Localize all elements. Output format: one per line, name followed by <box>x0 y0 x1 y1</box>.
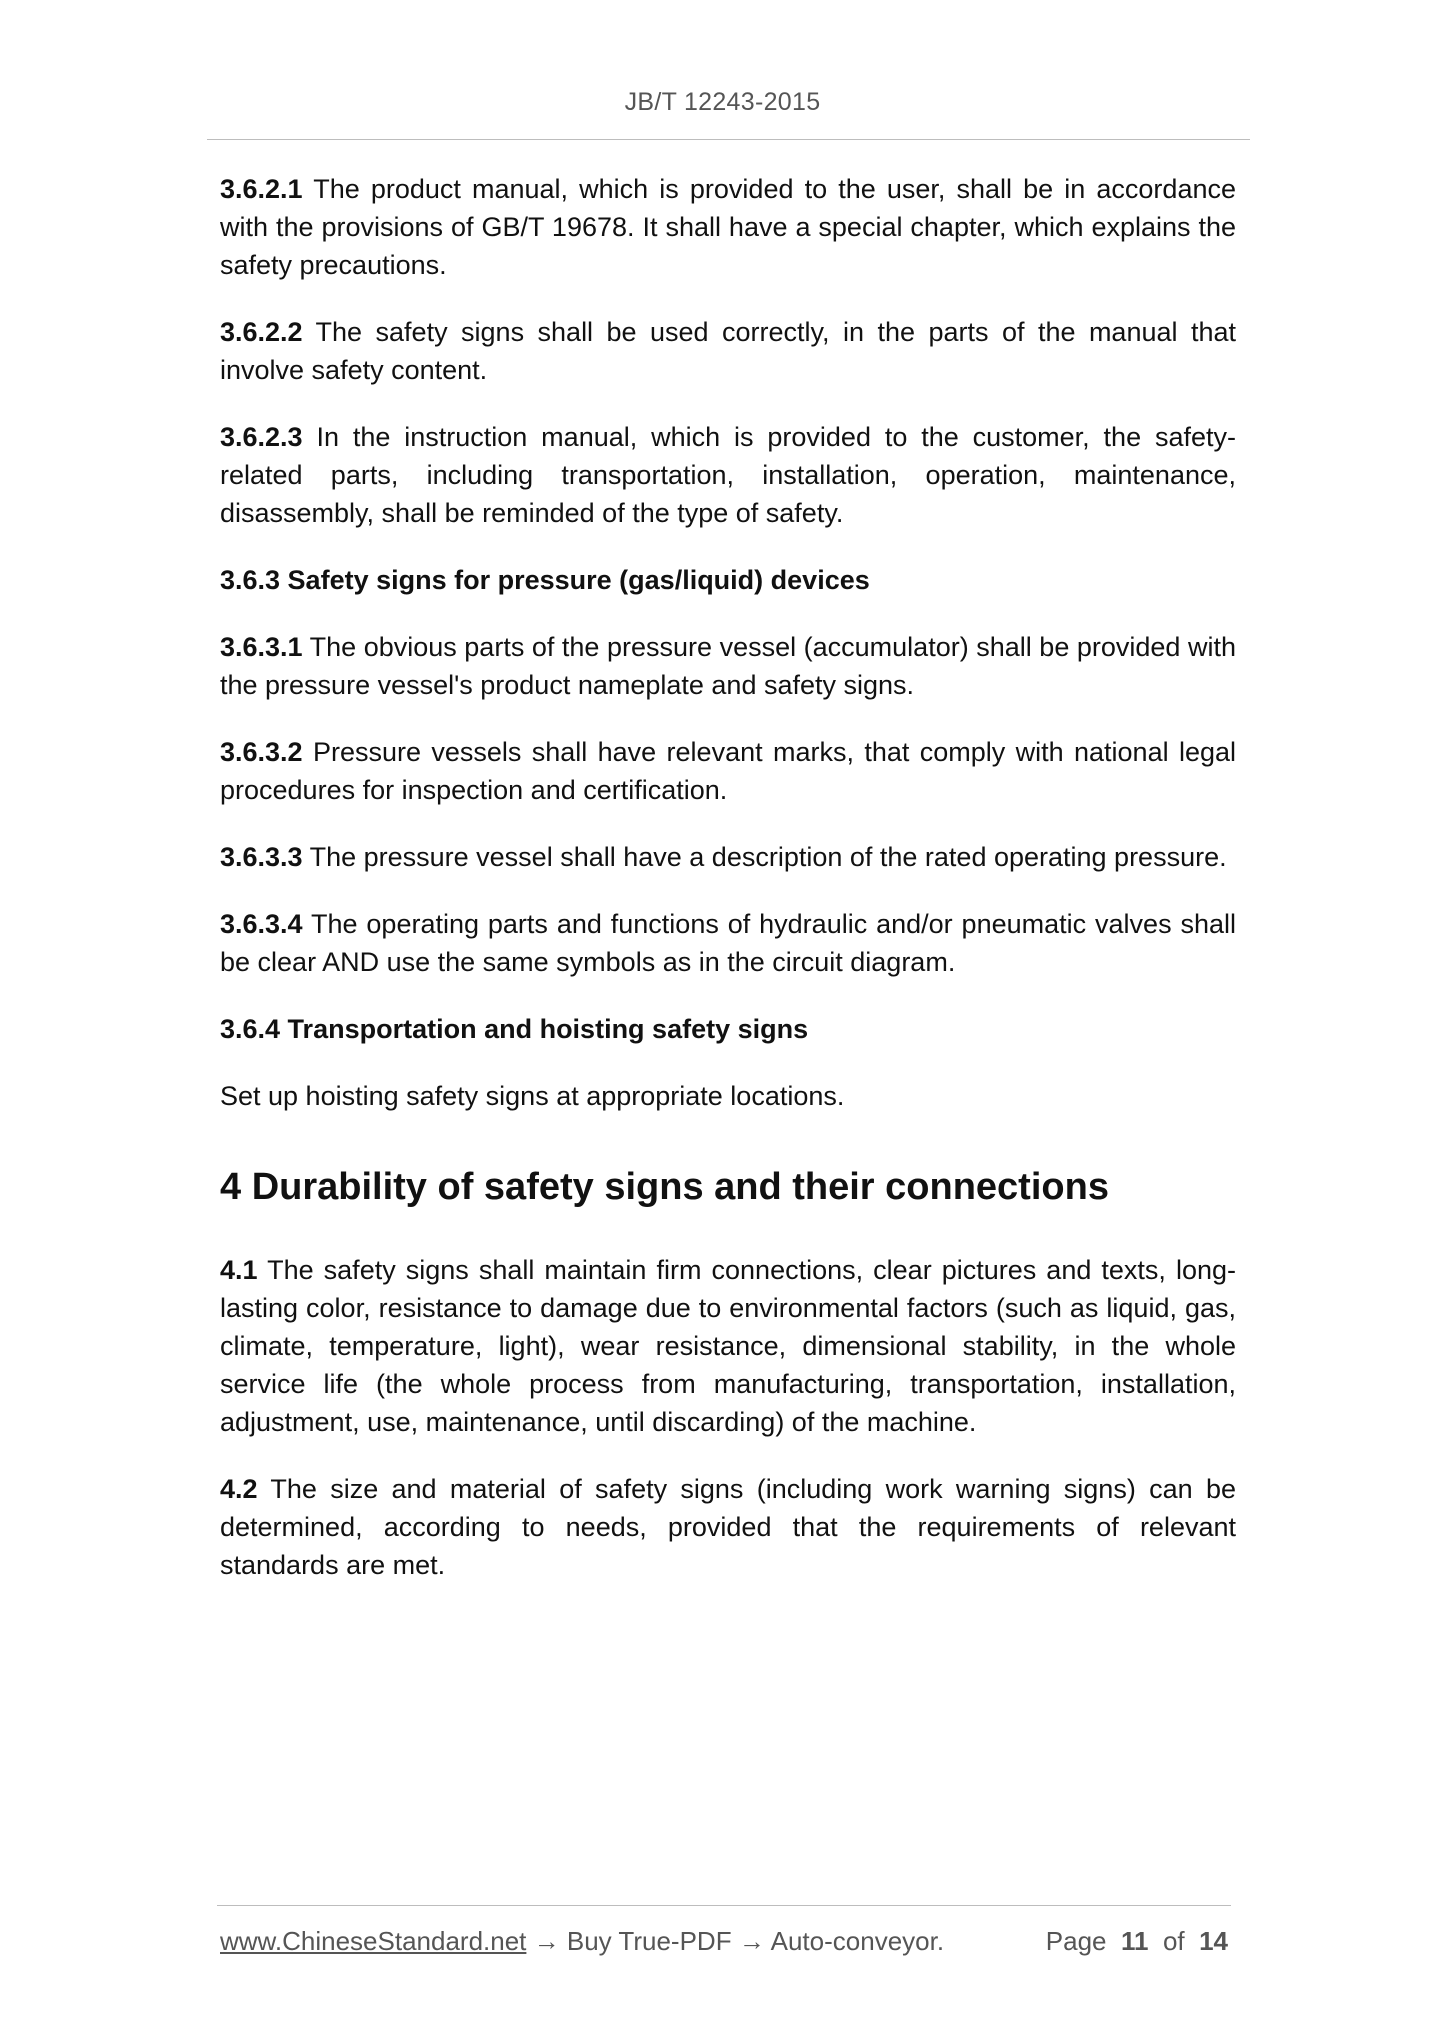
clause-number: 3.6.2.2 <box>220 317 303 347</box>
clause-3-6-3-1 <box>220 628 1236 704</box>
clause-number: 4.2 <box>220 1474 258 1504</box>
document-body <box>220 170 1236 1613</box>
footer-divider <box>217 1905 1231 1906</box>
page-label: Page <box>1045 1926 1107 1956</box>
clause-3-6-3-2 <box>220 733 1236 809</box>
clause-text: Pressure vessels shall have relevant marks, that comply with national legal procedures for inspection and certification. <box>220 737 1236 805</box>
page-header-title: JB/T 12243-2015 <box>624 88 821 116</box>
chapter-heading-4: 4 Durability of safety signs and their connections <box>220 1166 1109 1208</box>
section-heading-3-6-4: 3.6.4 Transportation and hoisting safety signs <box>220 1014 809 1044</box>
clause-text: The pressure vessel shall have a description of the rated operating pressure. <box>302 842 1227 872</box>
arrow-icon: → <box>738 1926 765 1956</box>
clause-3-6-3-3 <box>220 838 1236 876</box>
page-of: of <box>1162 1926 1185 1956</box>
product-text: Auto-conveyor. <box>770 1926 945 1956</box>
clause-3-6-2-1 <box>220 170 1236 284</box>
clause-3-6-3-4 <box>220 905 1236 981</box>
clause-text: The safety signs shall be used correctly, in the parts of the manual that involve safety content. <box>220 317 1236 385</box>
header-divider <box>207 139 1250 140</box>
clause-3-6-2-2 <box>220 313 1236 389</box>
website-link[interactable]: www.ChineseStandard.net <box>220 1926 527 1956</box>
clause-4-1 <box>220 1251 1236 1441</box>
clause-4-2 <box>220 1470 1236 1584</box>
clause-number: 3.6.3.1 <box>220 632 303 662</box>
clause-number: 3.6.3.2 <box>220 737 303 767</box>
clause-3-6-2-3 <box>220 418 1236 532</box>
clause-number: 3.6.2.3 <box>220 422 303 452</box>
page-current: 11 <box>1120 1926 1149 1956</box>
clause-text: In the instruction manual, which is provided to the customer, the safety-related parts, including transportation, installation, operation, maintenance, disassembly, shall be reminded of the type of safety. <box>220 422 1236 528</box>
clause-text: The obvious parts of the pressure vessel (accumulator) shall be provided with the pressure vessel's product nameplate and safety signs. <box>220 632 1236 700</box>
clause-text: The size and material of safety signs (including work warning signs) can be determined, according to needs, provided that the requirements of relevant standards are met. <box>220 1474 1236 1580</box>
clause-text: The operating parts and functions of hydraulic and/or pneumatic valves shall be clear AND use the same symbols as in the circuit diagram. <box>220 909 1236 977</box>
page-total: 14 <box>1199 1926 1228 1956</box>
page-number <box>1046 1924 1228 1958</box>
arrow-icon: → <box>533 1926 560 1956</box>
paragraph-hoisting: Set up hoisting safety signs at appropriate locations. <box>220 1081 845 1111</box>
clause-text: The product manual, which is provided to the user, shall be in accordance with the provisions of GB/T 19678. It shall have a special chapter, which explains the safety precautions. <box>220 174 1236 280</box>
section-heading-3-6-3: 3.6.3 Safety signs for pressure (gas/liquid) devices <box>220 565 870 595</box>
clause-number: 3.6.3.3 <box>220 842 303 872</box>
buy-text: Buy True-PDF <box>566 1926 732 1956</box>
clause-number: 3.6.2.1 <box>220 174 303 204</box>
clause-number: 3.6.3.4 <box>220 909 303 939</box>
clause-number: 4.1 <box>220 1255 258 1285</box>
clause-text: The safety signs shall maintain firm connections, clear pictures and texts, long-lasting color, resistance to damage due to environmental factors (such as liquid, gas, climate, temperature, light), wear resistance, dimensional stability, in the whole service life (the whole process from manufacturing, transportation, installation, adjustment, use, maintenance, until discarding) of the machine. <box>220 1255 1236 1437</box>
footer-links <box>220 1924 944 1958</box>
